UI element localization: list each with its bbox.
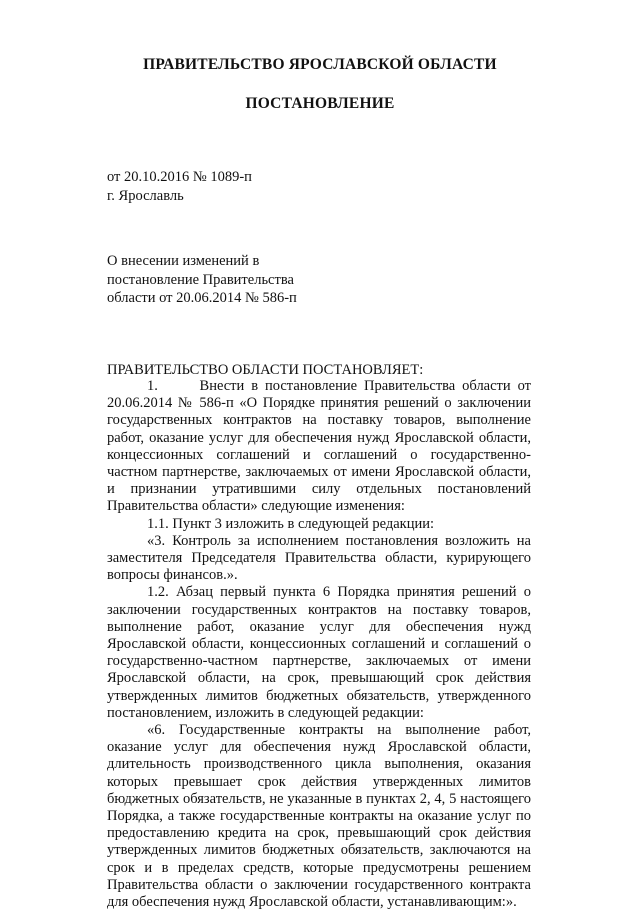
paragraph-item-1-1: 1.1. Пункт 3 изложить в следующей редакции:: [147, 515, 435, 532]
document-body: [107, 378, 531, 911]
document-meta: [107, 168, 252, 206]
government-title: ПРАВИТЕЛЬСТВО ЯРОСЛАВСКОЙ ОБЛАСТИ: [143, 56, 497, 73]
paragraph-item-1-2-text: «6. Государственные контракты на выполнение работ, оказание услуг для обеспечения нужд Ярославской области, длительность производственного цикла выполнения, оказания которых превышает срок действия утвержденных лимитов бюджетных обязательств, не указанные в пунктах 2, 4, 5 настоящего Порядка, а также государственные контракты на оказание услуг по предоставлению кредита на срок, превышающий срок действия утвержденных лимитов бюджетных обязательств, заключаются на срок и в пределах средств, которые предусмотрены решением Правительства области о заключении государственного контракта для обеспечения нужд Ярославской области, устанавливающим:».: [107, 722, 531, 911]
paragraph-item-1: 1. Внести в постановление Правительства области от 20.06.2014 № 586-п «О Порядке принятия решений о заключении государственных контрактов на поставку товаров, выполнение работ, оказание услуг для обеспечения нужд Ярославской области, концессионных соглашений и соглашений о государственно-частном партнерстве, заключаемых от имени Ярославской области, и признании утратившими силу отдельных постановлений Правительства области» следующие изменения:: [107, 378, 531, 515]
subject-line: области от 20.06.2014 № 586-п: [107, 290, 297, 306]
subject-line: О внесении изменений в: [107, 253, 260, 269]
document-type-title: ПОСТАНОВЛЕНИЕ: [245, 95, 395, 112]
city: г. Ярославль: [107, 188, 184, 204]
subject-line: постановление Правительства: [107, 271, 294, 288]
paragraph-item-1-1-text: «3. Контроль за исполнением постановления возложить на заместителя Председателя Правительства области, курирующего вопросы финансов.».: [107, 532, 531, 584]
paragraph-item-1-2: 1.2. Абзац первый пункта 6 Порядка принятия решений о заключении государственных контрактов на поставку товаров, выполнение работ, оказание услуг для обеспечения нужд Ярославской области, концессионных соглашений и соглашений о государственно-частном партнерстве, заключаемых от имени Ярославской области, на срок, превышающий срок действия утвержденных лимитов бюджетных обязательств, утвержденного постановлением, изложить в следующей редакции:: [107, 584, 531, 721]
date-number: от 20.10.2016 № 1089-п: [107, 169, 252, 185]
document-subject: [107, 252, 297, 308]
decree-heading: ПРАВИТЕЛЬСТВО ОБЛАСТИ ПОСТАНОВЛЯЕТ:: [107, 362, 424, 378]
